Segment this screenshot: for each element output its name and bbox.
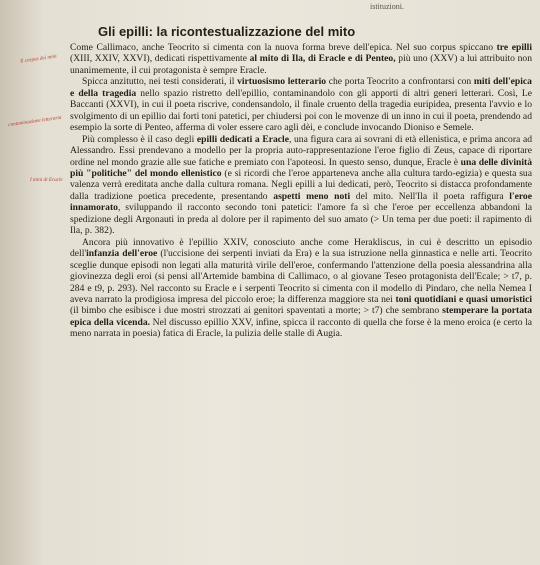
section-title: Gli epilli: la ricontestualizzazione del mito (98, 24, 356, 39)
body-text (70, 42, 532, 340)
margin-note-corpus: Il corpus dei mini (19, 53, 58, 65)
paragraph-1: Come Callimaco, anche Teocrito si cimenta con la nuova forma breve dell'epica. Nel suo corpus spiccano tre epilli (XIII, XXIV, XXVI), dedicati rispettivamente al mito di Ila, di Eracle e di Penteo, più uno (XXV) a lui attribuito non unanimemente, il cui protagonista è sempre Eracle. (70, 42, 533, 76)
running-head: istituzioni. (370, 2, 404, 11)
paragraph-2: Spicca anzitutto, nei testi considerati, il virtuosismo letterario che porta Teocrito a confrontarsi con miti dell'epica e della tragedia nello spazio ristretto dell'epillio, contaminandolo con gli apporti di altri generi letterari. Così, Le Baccanti (XXVI), in cui il poeta riscrive, condensandolo, il finale cruento della tragedia euripidea, presenta l'avvio e lo svolgimento di un epillio dai forti toni patetici, per chiudersi poi con le movenze di un inno in cui il poeta, prendendo ad esempio la sorte di Penteo, afferma di voler essere caro agli dèi, e conclude invocando Dioniso e Semele. (70, 76, 532, 134)
margin-note-contaminazione: contaminazione letteraria (7, 114, 62, 129)
paragraph-3: Più complesso è il caso degli epilli dedicati a Eracle, una figura cara ai sovrani di età ellenistica, e prima ancora ad Alessandro. Essi prendevano a modello per la propria auto-rappresentazione l'eroe figlio di Zeus, capace di riportare ordine nel mondo grazie alle sue fatiche e premiato con l'apoteosi. In questo senso, dunque, Eracle è una delle divinità più "politiche" del mondo ellenistico (e si ricordi che l'eroe apparteneva anche alla cultura tardo-egizia) e questa sua valenza verrà ereditata anche dalla cultura romana. Negli epilli a lui dedicati, però, Teocrito si distacca profondamente dalla tradizione poetica precedente, presentando aspetti meno noti del mito. Nell'Ila il poeta raffigura l'eroe innamorato, sviluppando il racconto secondo toni patetici: l'amore fa sì che l'eroe per eccellenza abbandoni la spedizione degli Argonauti in preda al dolore per il rapimento del suo amato (> Un tema per due poeti: il rapimento di Ila, p. 382). (70, 133, 532, 237)
paragraph-4: Ancora più innovativo è l'epillio XXIV, conosciuto anche come Herakliscus, in cui è descritto un episodio dell'infanzia dell'eroe (l'uccisione dei serpenti inviati da Era) e la sua istruzione nella ginnastica e nelle arti. Teocrito sceglie dunque episodi non legati alla maturità virile dell'eroe, confermando l'attenzione della poesia alessandrina alla giovinezza degli eroi (si pensi all'Artemide bambina di Callimaco, o al giovane Teseo protagonista dell'Ecale; > t7, p. 284 e t9, p. 293). Nel racconto su Eracle e i serpenti Teocrito si cimenta con il modello di Pindaro, che nella Nemea I aveva narrato la prodigiosa impresa del piccolo eroe; la differenza maggiore sta nei toni quotidiani e quasi umoristici (il bimbo che esibisce i due mostri strozzati ai genitori spaventati a morte; > t7) che sembrano stemperare la portata epica della vicenda. Nel discusso epillio XXV, infine, spicca il racconto di quella che forse è la meno eroica (e certo la meno narrata in poesia) fatica di Eracle, la pulizia delle stalle di Augia. (70, 236, 533, 340)
margin-note-eracle: I mini di Eracle (30, 177, 63, 183)
